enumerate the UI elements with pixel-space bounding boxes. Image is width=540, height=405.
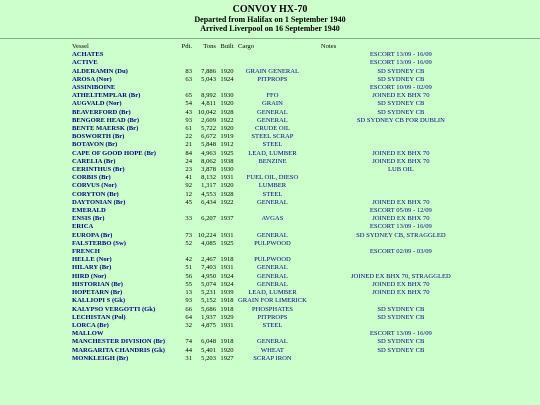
cell-vessel: CERINTHUS (Br)	[72, 166, 125, 174]
cell-tons: 5,203	[201, 354, 216, 362]
cell-vessel: ACHATES	[72, 51, 104, 59]
cell-notes: JOINED EX BHX 70	[372, 289, 430, 297]
cell-built	[216, 223, 238, 231]
cell-notes	[307, 133, 495, 141]
cell-pdt: 45	[185, 198, 192, 206]
cell-pdt: 61	[185, 125, 192, 133]
cell-tons	[192, 223, 216, 231]
cell-vessel: BENGORE HEAD (Br)	[72, 116, 140, 124]
column-header-notes: Notes	[320, 43, 337, 50]
cell-notes	[307, 240, 495, 248]
cell-pdt: 63	[185, 75, 192, 83]
cell-cargo: GENERAL	[257, 272, 288, 280]
cell-notes: SD SYDNEY CB	[377, 338, 425, 346]
cell-built: 1920	[220, 182, 234, 190]
cell-built: 1920	[220, 346, 234, 354]
cell-built: 1938	[220, 157, 234, 165]
cell-notes: ESCORT 02/09 - 03/09	[369, 248, 432, 256]
cell-built: 1918	[220, 305, 234, 313]
cell-notes: JOINED EX BHX 70	[372, 280, 430, 288]
cell-tons	[192, 248, 216, 256]
cell-built: 1924	[220, 75, 234, 83]
cell-built: 1931	[220, 321, 234, 329]
cell-cargo: PULPWOOD	[254, 256, 291, 264]
cell-vessel: FRENCH	[72, 248, 100, 256]
table-row	[72, 240, 495, 248]
cell-tons: 6,434	[201, 198, 216, 206]
table-row	[72, 117, 495, 125]
cell-vessel: ASSINIBOINE	[72, 84, 116, 92]
cell-tons: 6,672	[201, 133, 216, 141]
table-row	[72, 100, 495, 108]
cell-cargo: STEEL SCRAP	[251, 133, 294, 141]
table-row	[72, 68, 495, 76]
cell-notes: ESCORT 05/09 - 12/09	[369, 207, 432, 215]
cell-built: 1930	[220, 92, 234, 100]
cell-pdt: 33	[185, 215, 192, 223]
cell-tons: 4,963	[201, 149, 216, 157]
cell-pdt: 21	[185, 141, 192, 149]
table-row	[72, 92, 495, 100]
cell-vessel: CAPE OF GOOD HOPE (Br)	[72, 149, 157, 157]
cell-tons	[192, 207, 216, 215]
cell-built: 1920	[220, 125, 234, 133]
cell-vessel: ERICA	[72, 223, 94, 231]
table-row	[72, 256, 495, 264]
cell-notes: LUB OIL	[387, 166, 414, 174]
cell-notes: SD SYDNEY CB FOR DUBLIN	[356, 116, 445, 124]
table-header-row	[72, 43, 495, 51]
table-row	[72, 223, 495, 231]
cell-tons: 1,317	[201, 182, 216, 190]
cell-vessel: MONKLEIGH (Br)	[72, 354, 129, 362]
table-row	[72, 141, 495, 149]
cell-cargo: AVGAS	[261, 215, 284, 223]
cell-built: 1912	[220, 141, 234, 149]
cell-vessel: HELLE (Nor)	[72, 256, 112, 264]
cell-built: 1922	[220, 198, 234, 206]
cell-notes: JOINED EX BHX 70, STRAGGLED	[350, 272, 451, 280]
cell-vessel: DAYTONIAN (Br)	[72, 198, 126, 206]
table-row	[72, 125, 495, 133]
cell-cargo	[238, 330, 307, 338]
cell-vessel: BENTE MAERSK (Br)	[72, 125, 139, 133]
cell-tons	[192, 330, 216, 338]
cell-vessel: BOTAVON (Br)	[72, 141, 118, 149]
cell-pdt	[180, 223, 192, 231]
cell-tons: 10,224	[197, 231, 216, 239]
table-row	[72, 281, 495, 289]
cell-pdt: 52	[185, 239, 192, 247]
cell-notes	[307, 191, 495, 199]
cell-built: 1930	[220, 166, 234, 174]
cell-tons: 1,937	[201, 313, 216, 321]
cell-pdt	[180, 51, 192, 59]
cell-cargo: STEEL	[262, 321, 283, 329]
cell-tons: 5,231	[201, 289, 216, 297]
cell-cargo: PITPROPS	[257, 313, 288, 321]
cell-tons	[192, 51, 216, 59]
cell-notes	[307, 182, 495, 190]
header-divider	[0, 38, 540, 39]
cell-pdt: 12	[185, 190, 192, 198]
cell-cargo: GENERAL	[257, 338, 288, 346]
cell-pdt: 51	[185, 264, 192, 272]
cell-notes	[307, 297, 495, 305]
cell-tons: 3,878	[201, 166, 216, 174]
cell-pdt: 83	[185, 67, 192, 75]
cell-tons: 8,062	[201, 157, 216, 165]
cell-pdt: 13	[185, 289, 192, 297]
cell-pdt: 64	[185, 313, 192, 321]
cell-pdt	[180, 330, 192, 338]
cell-vessel: HILARY (Br)	[72, 264, 112, 272]
table-row	[72, 338, 495, 346]
table-row	[72, 289, 495, 297]
cell-cargo	[238, 248, 307, 256]
cell-cargo: CRUDE OIL	[254, 125, 290, 133]
cell-vessel: BEAVERFORD (Br)	[72, 108, 131, 116]
cell-built: 1928	[220, 108, 234, 116]
cell-built	[216, 330, 238, 338]
cell-tons: 4,950	[201, 272, 216, 280]
cell-notes: SD SYDNEY CB	[377, 67, 425, 75]
cell-built: 1931	[220, 174, 234, 182]
cell-built: 1920	[220, 67, 234, 75]
cell-vessel: ACTIVE	[72, 59, 98, 67]
cell-cargo: PULPWOOD	[254, 239, 291, 247]
cell-tons: 8,132	[201, 174, 216, 182]
cell-cargo: WHEAT	[260, 346, 284, 354]
cell-cargo	[238, 207, 307, 215]
cell-cargo: GRAIN FOR LIMERICK	[238, 297, 307, 305]
table-row	[72, 150, 495, 158]
cell-vessel: AROSA (Nor)	[72, 75, 112, 83]
cell-pdt: 73	[185, 231, 192, 239]
cell-cargo: STEEL	[262, 141, 283, 149]
table-row	[72, 248, 495, 256]
cell-built: 1920	[220, 100, 234, 108]
cell-cargo: GENERAL	[257, 280, 288, 288]
cell-pdt	[180, 84, 192, 92]
cell-vessel: LORCA (Br)	[72, 321, 109, 329]
page-title: CONVOY HX-70	[232, 4, 308, 15]
cell-pdt: 44	[185, 346, 192, 354]
table-row	[72, 264, 495, 272]
cell-built	[216, 51, 238, 59]
cell-pdt: 56	[185, 272, 192, 280]
cell-notes: SD SYDNEY CB, STRAGGLED	[356, 231, 446, 239]
cell-cargo: GENERAL	[257, 108, 288, 116]
cell-built: 1931	[220, 264, 234, 272]
column-header-cargo: Cargo	[238, 43, 254, 50]
cell-built: 1939	[220, 289, 234, 297]
table-row	[72, 322, 495, 330]
cell-cargo: FFO	[266, 92, 279, 100]
cell-cargo: STEEL	[262, 190, 283, 198]
cell-cargo	[238, 166, 307, 174]
table-row	[72, 59, 495, 67]
cell-notes: SD SYDNEY CB	[377, 75, 425, 83]
cell-built: 1937	[220, 215, 234, 223]
table-row	[72, 297, 495, 305]
column-header-vessel: Vessel	[72, 43, 89, 50]
cell-vessel: EUROPA (Br)	[72, 231, 113, 239]
table-row	[72, 84, 495, 92]
table-row	[72, 330, 495, 338]
cell-notes: JOINED EX BHX 70	[372, 157, 430, 165]
cell-built: 1929	[220, 313, 234, 321]
cell-vessel: CORBIS (Br)	[72, 174, 111, 182]
table-row	[72, 347, 495, 355]
cell-notes: ESCORT 13/09 - 16/09	[369, 330, 432, 338]
cell-notes	[307, 256, 495, 264]
cell-vessel: CARELIA (Br)	[72, 157, 116, 165]
cell-tons: 5,401	[201, 346, 216, 354]
table-row	[72, 182, 495, 190]
cell-pdt: 84	[185, 149, 192, 157]
cell-built: 1918	[220, 297, 234, 305]
cell-notes: SD SYDNEY CB	[377, 346, 425, 354]
cell-cargo: GRAIN	[261, 100, 283, 108]
column-header-built: Built	[220, 43, 234, 50]
table-row	[72, 207, 495, 215]
cell-pdt: 65	[185, 92, 192, 100]
cell-tons: 7,886	[201, 67, 216, 75]
cell-pdt: 42	[185, 256, 192, 264]
cell-notes	[307, 174, 495, 182]
cell-notes: ESCORT 10/09 - 02/09	[369, 84, 432, 92]
cell-pdt: 23	[185, 166, 192, 174]
cell-cargo: LEAD, LUMBER	[248, 289, 297, 297]
cell-vessel: ATHELTEMPLAR (Br)	[72, 92, 141, 100]
cell-tons: 5,722	[201, 125, 216, 133]
cell-cargo	[238, 59, 307, 67]
cell-vessel: ALDERAMIN (Du)	[72, 67, 128, 75]
cell-cargo: GENERAL	[257, 198, 288, 206]
table-row	[72, 273, 495, 281]
cell-notes: SD SYDNEY CB	[377, 313, 425, 321]
table-row	[72, 191, 495, 199]
cell-notes: JOINED EX BHX 70	[372, 149, 430, 157]
table-row	[72, 306, 495, 314]
cell-vessel: EMERALD	[72, 207, 106, 215]
cell-cargo	[238, 84, 307, 92]
cell-pdt	[180, 59, 192, 67]
cell-notes: JOINED EX BHX 70	[372, 215, 430, 223]
cell-tons: 5,686	[201, 305, 216, 313]
cell-cargo: LEAD, LUMBER	[248, 149, 297, 157]
table-row	[72, 215, 495, 223]
cell-vessel: HIRD (Nor)	[72, 272, 107, 280]
cell-built	[216, 84, 238, 92]
cell-built: 1919	[220, 133, 234, 141]
cell-cargo: GENERAL	[257, 231, 288, 239]
cell-tons: 4,553	[201, 190, 216, 198]
cell-tons: 6,207	[201, 215, 216, 223]
cell-built: 1918	[220, 338, 234, 346]
table-row	[72, 166, 495, 174]
cell-cargo: GENERAL	[257, 264, 288, 272]
cell-vessel: AUGVALD (Nor)	[72, 100, 122, 108]
cell-built: 1918	[220, 256, 234, 264]
cell-vessel: CORVUS (Nor)	[72, 182, 117, 190]
cell-built: 1931	[220, 231, 234, 239]
table-row	[72, 232, 495, 240]
cell-cargo: GRAIN GENERAL	[245, 67, 300, 75]
cell-vessel: CORYTON (Br)	[72, 190, 119, 198]
cell-notes: JOINED EX BHX 70	[372, 92, 430, 100]
cell-built: 1928	[220, 190, 234, 198]
cell-pdt: 22	[185, 133, 192, 141]
cell-built: 1924	[220, 280, 234, 288]
cell-tons: 4,811	[201, 100, 216, 108]
cell-built	[216, 207, 238, 215]
column-header-tons: Tons	[203, 43, 216, 50]
table-row	[72, 133, 495, 141]
cell-tons: 2,467	[201, 256, 216, 264]
cell-notes: ESCORT 13/09 - 16/09	[369, 59, 432, 67]
cell-cargo: FUEL OIL, DIESO	[246, 174, 299, 182]
cell-tons: 10,042	[197, 108, 216, 116]
cell-pdt: 92	[185, 182, 192, 190]
cell-notes: ESCORT 13/09 - 16/09	[369, 51, 432, 59]
cell-notes	[307, 264, 495, 272]
cell-notes	[307, 322, 495, 330]
cell-vessel: BOSWORTH (Br)	[72, 133, 125, 141]
table-row	[72, 174, 495, 182]
cell-notes: SD SYDNEY CB	[377, 305, 425, 313]
cell-cargo: BENZINE	[258, 157, 287, 165]
cell-tons: 5,848	[201, 141, 216, 149]
cell-built: 1924	[220, 272, 234, 280]
table-row	[72, 199, 495, 207]
cell-vessel: ENSIS (Br)	[72, 215, 105, 223]
cell-cargo	[238, 223, 307, 231]
departure-line: Departed from Halifax on 1 September 1940	[194, 15, 346, 24]
cell-cargo: PITPROPS	[257, 75, 288, 83]
cell-notes: SD SYDNEY CB	[377, 100, 425, 108]
cell-tons	[192, 84, 216, 92]
table-row	[72, 314, 495, 322]
table-row	[72, 158, 495, 166]
cell-vessel: MALLOW	[72, 330, 104, 338]
cell-vessel: HISTORIAN (Br)	[72, 280, 123, 288]
cell-notes: JOINED EX BHX 70	[372, 198, 430, 206]
cell-cargo	[238, 51, 307, 59]
convoy-ship-table	[72, 43, 495, 363]
cell-pdt: 93	[185, 297, 192, 305]
cell-pdt: 66	[185, 305, 192, 313]
cell-built	[216, 248, 238, 256]
cell-pdt	[180, 207, 192, 215]
cell-built: 1922	[220, 116, 234, 124]
cell-pdt: 55	[185, 280, 192, 288]
cell-pdt: 24	[185, 157, 192, 165]
cell-notes	[307, 125, 495, 133]
cell-vessel: HOPETARN (Br)	[72, 289, 123, 297]
cell-built: 1925	[220, 149, 234, 157]
cell-tons: 7,403	[201, 264, 216, 272]
cell-pdt: 32	[185, 321, 192, 329]
cell-tons: 5,043	[201, 75, 216, 83]
cell-pdt: 43	[185, 108, 192, 116]
cell-vessel: LECHISTAN (Pol)	[72, 313, 126, 321]
cell-tons: 5,152	[201, 297, 216, 305]
table-row	[72, 76, 495, 84]
arrival-line: Arrived Liverpool on 16 September 1940	[200, 24, 340, 33]
cell-vessel: KALLIOPI S (Gk)	[72, 297, 126, 305]
cell-cargo: SCRAP IRON	[253, 354, 292, 362]
table-row	[72, 109, 495, 117]
cell-vessel: KALYPSO VERGOTTI (Gk)	[72, 305, 156, 313]
cell-pdt	[180, 248, 192, 256]
cell-tons: 5,074	[201, 280, 216, 288]
cell-cargo: LUMBER	[258, 182, 287, 190]
cell-cargo: PHOSPHATES	[251, 305, 293, 313]
cell-vessel: MANCHESTER DIVISION (Br)	[72, 338, 166, 346]
cell-pdt: 54	[185, 100, 192, 108]
column-header-pdt: Pdt.	[181, 43, 192, 50]
cell-vessel: FALSTERBO (Sw)	[72, 239, 126, 247]
cell-tons: 6,048	[201, 338, 216, 346]
cell-pdt: 31	[185, 354, 192, 362]
cell-tons: 4,085	[201, 239, 216, 247]
table-row	[72, 355, 495, 363]
cell-notes: SD SYDNEY CB	[377, 108, 425, 116]
cell-built: 1927	[220, 354, 234, 362]
cell-built: 1925	[220, 239, 234, 247]
cell-tons: 2,609	[201, 116, 216, 124]
cell-notes	[307, 355, 495, 363]
cell-notes	[307, 141, 495, 149]
cell-tons	[192, 59, 216, 67]
cell-tons: 4,875	[201, 321, 216, 329]
cell-pdt: 41	[185, 174, 192, 182]
cell-notes: ESCORT 13/09 - 16/09	[369, 223, 432, 231]
table-row	[72, 51, 495, 59]
cell-built	[216, 59, 238, 67]
cell-pdt: 74	[185, 338, 192, 346]
cell-pdt: 93	[185, 116, 192, 124]
cell-cargo: GENERAL	[257, 116, 288, 124]
cell-vessel: MARGARITA CHANDRIS (Gk)	[72, 346, 165, 354]
cell-tons: 8,992	[201, 92, 216, 100]
